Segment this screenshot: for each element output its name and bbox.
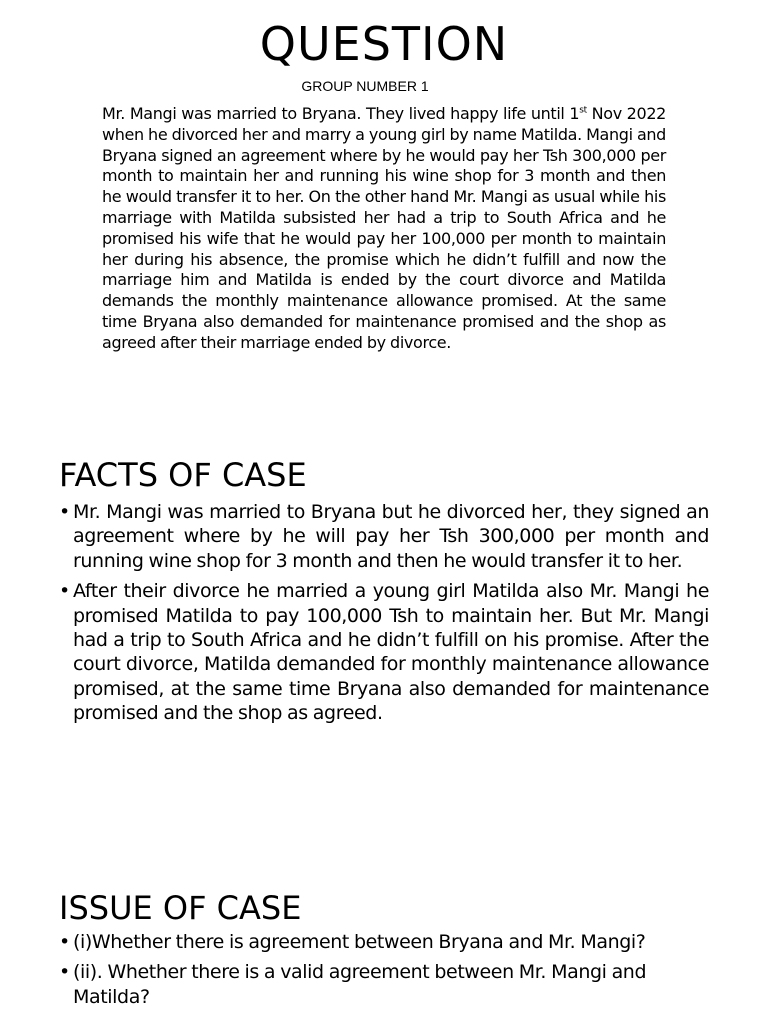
group-number: GROUP NUMBER 1 — [301, 78, 429, 94]
facts-heading: FACTS OF CASE — [59, 456, 307, 494]
page-title: QUESTION — [259, 17, 509, 71]
issue-list — [59, 930, 709, 1015]
facts-item: • Mr. Mangi was married to Bryana but he divorced her, they signed an agreement where by he will pay her Tsh 300,000 per month and running wine shop for 3 month and then he would transfer it to her. — [59, 500, 709, 573]
facts-item: • After their divorce he married a young girl Matilda also Mr. Mangi he promised Matilda to pay 100,000 Tsh to maintain her. But Mr. Mangi had a trip to South Africa and he didn’t fulfill on his promise. After the court divorce, Matilda demanded for monthly maintenance allowance promised, at the same time Bryana also demanded for maintenance promised and the shop as agreed. — [59, 579, 709, 725]
issue-heading: ISSUE OF CASE — [59, 889, 302, 927]
ordinal-suffix: st — [579, 105, 587, 116]
intro-text-start: Mr. Mangi was married to Bryana. They lived happy life until 1 — [102, 104, 580, 123]
facts-list — [59, 500, 709, 732]
intro-paragraph — [102, 104, 666, 354]
intro-text-rest: Nov 2022 when he divorced her and marry a young girl by name Matilda. Mangi and Bryana signed an agreement where by he would pay her Tsh 300,000 per month to maintain her and running his wine shop for 3 month and then he would transfer it to her. On the other hand Mr. Mangi as usual while his marriage with Matilda subsisted her had a trip to South Africa and he promised his wife that he would pay her 100,000 per month to maintain her during his absence, the promise which he didn’t fulfill and now the marriage him and Matilda is ended by the court divorce and Matilda demands the monthly maintenance allowance promised. At the same time Bryana also demanded for maintenance promised and the shop as agreed after their marriage ended by divorce. — [102, 104, 666, 352]
issue-item: • (ii). Whether there is a valid agreement between Mr. Mangi and Matilda? — [59, 960, 709, 1009]
issue-item: • (i)Whether there is agreement between Bryana and Mr. Mangi? — [59, 930, 709, 954]
